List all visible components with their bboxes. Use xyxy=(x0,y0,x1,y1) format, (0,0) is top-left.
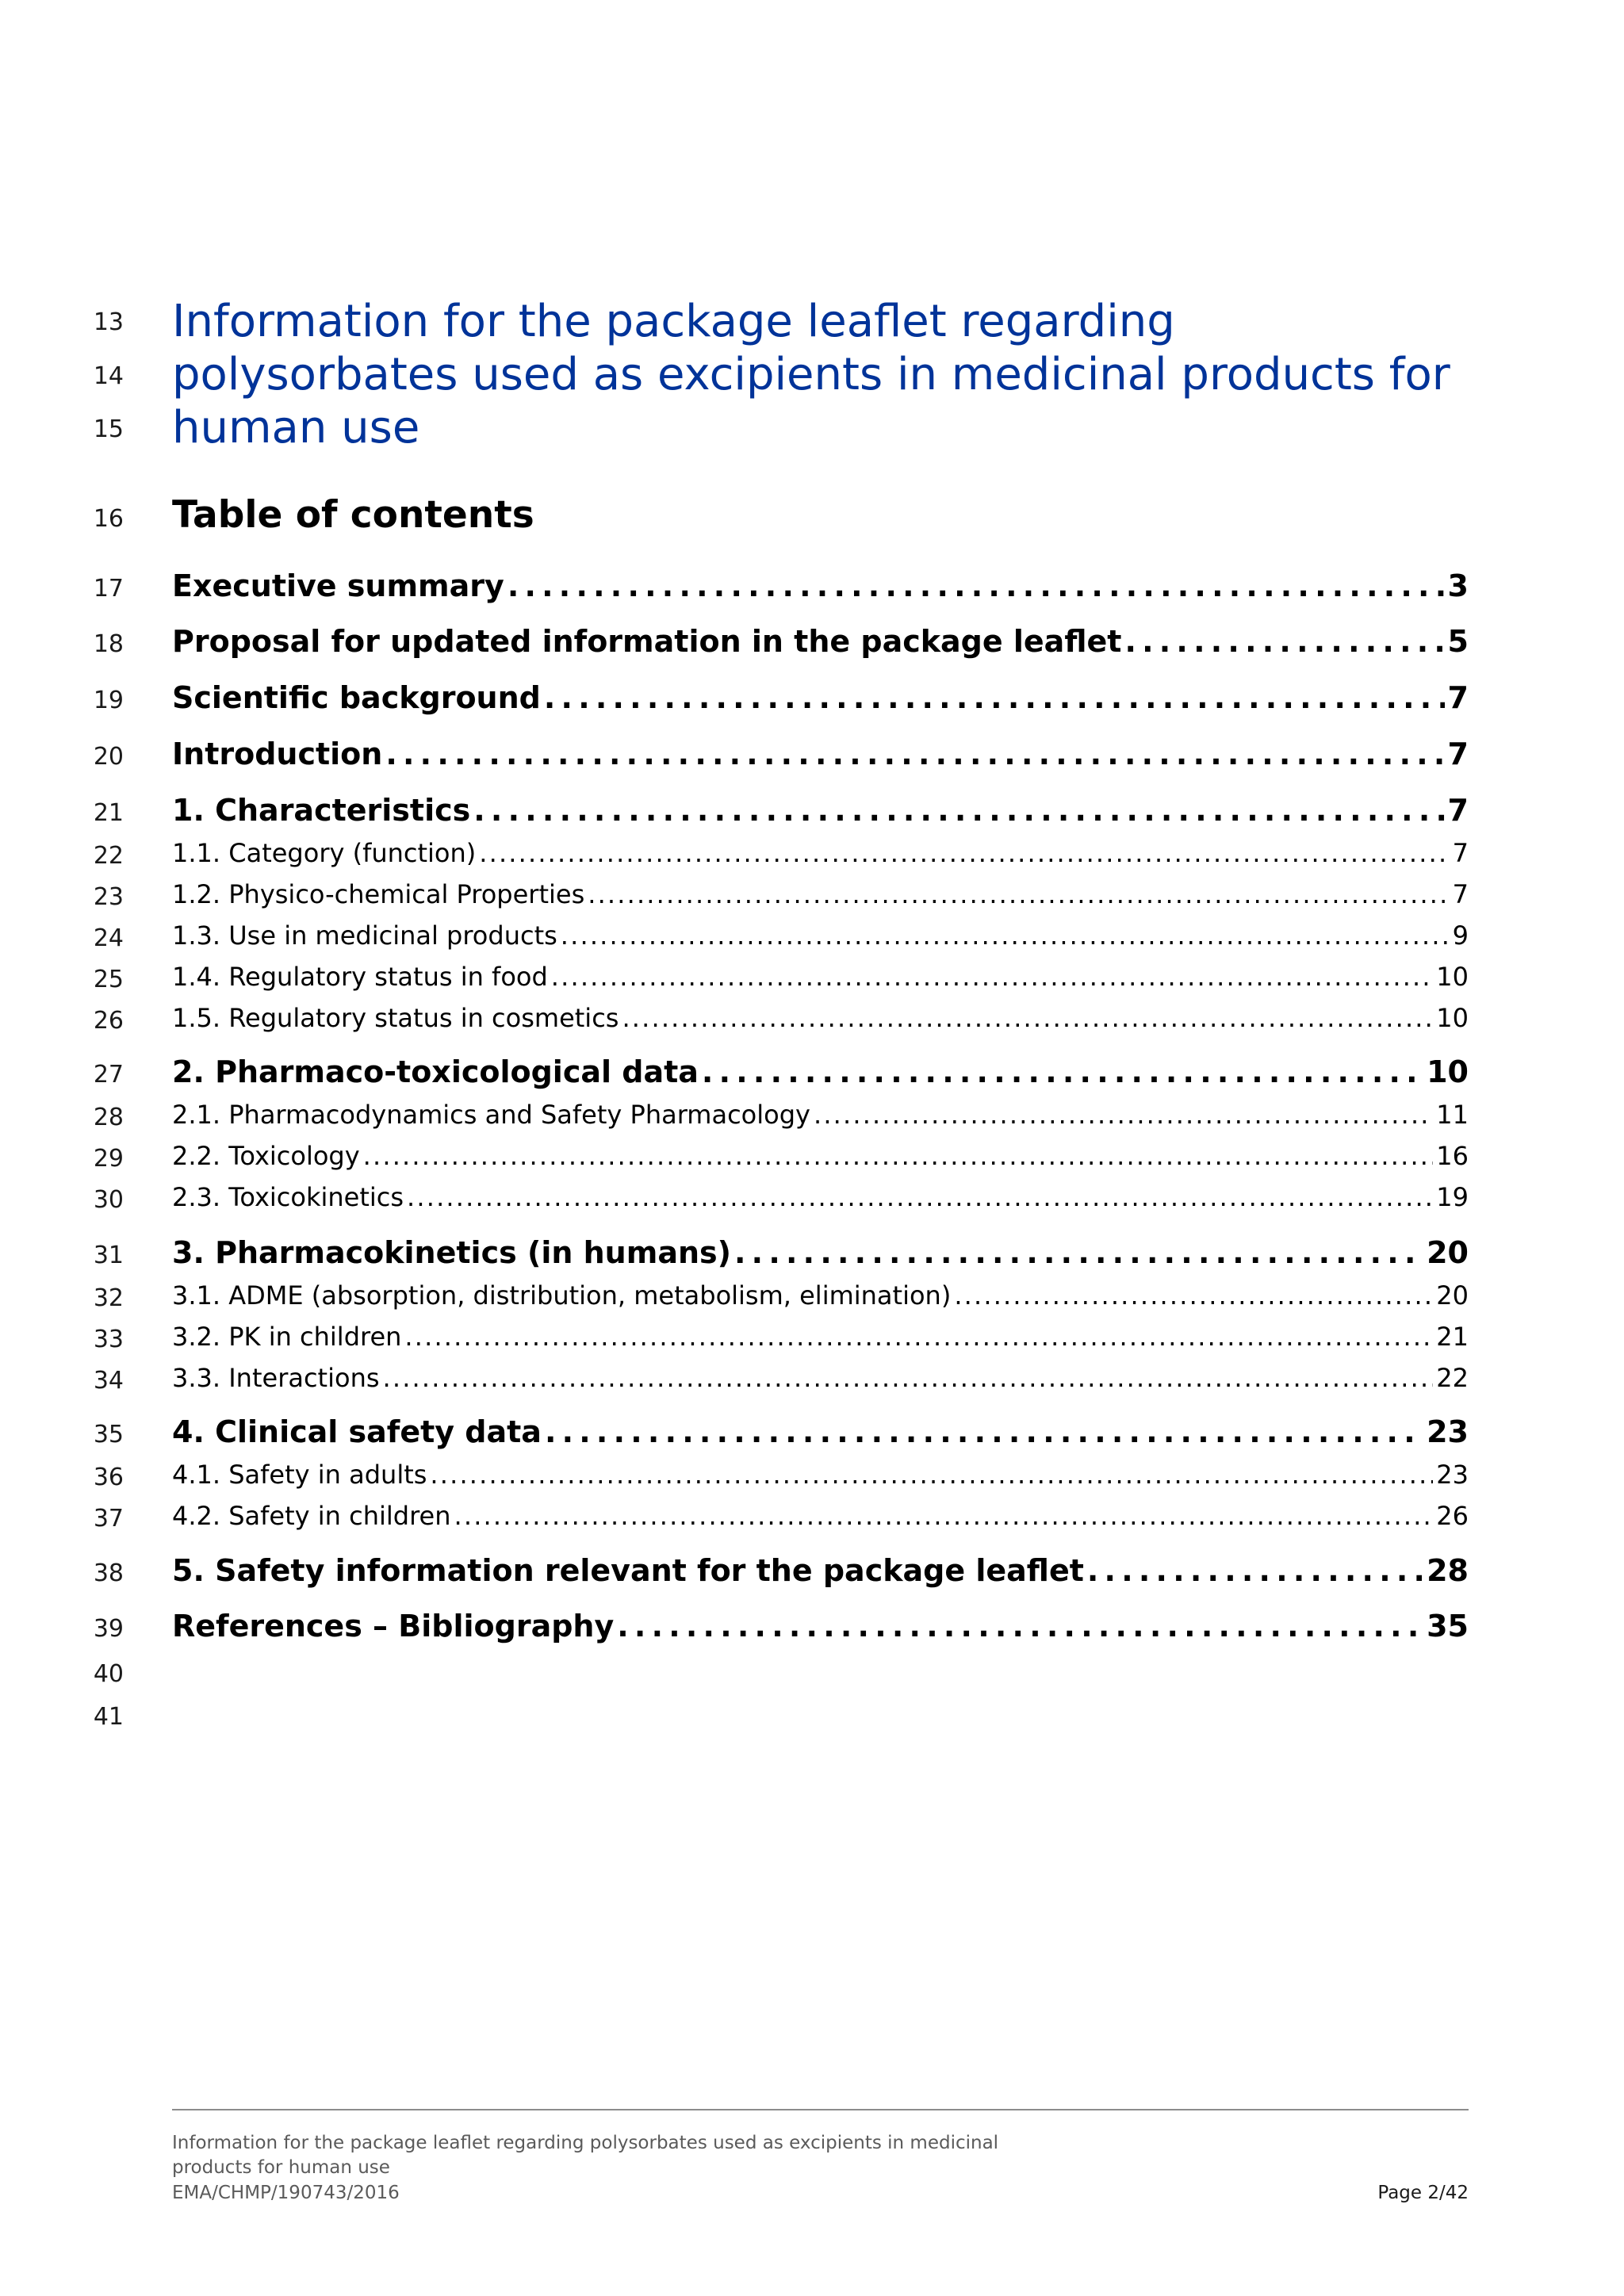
toc-entry-label: Introduction xyxy=(172,737,383,771)
toc-leader xyxy=(622,1005,1433,1031)
toc-entry[interactable] xyxy=(172,1005,1469,1031)
toc-leader xyxy=(508,571,1445,601)
toc-entry-label: 1.3. Use in medicinal products xyxy=(172,920,557,951)
toc-entry[interactable] xyxy=(172,879,1469,909)
toc-entry-page: 35 xyxy=(1427,1609,1469,1644)
toc-entry-label: 3.1. ADME (absorption, distribution, metabolism, elimination) xyxy=(172,1280,952,1311)
toc-entry-label: Executive summary xyxy=(172,568,504,603)
toc-entry-label: References – Bibliography xyxy=(172,1609,615,1644)
toc-entry[interactable] xyxy=(172,1322,1469,1352)
toc-leader xyxy=(588,882,1449,907)
line-number: 22 xyxy=(93,842,124,870)
toc-entry[interactable] xyxy=(172,840,1469,866)
toc-leader xyxy=(561,923,1450,948)
toc-entry-page: 5 xyxy=(1447,624,1469,659)
line-number: 36 xyxy=(93,1464,124,1491)
toc-leader xyxy=(363,1143,1434,1169)
toc-entry[interactable] xyxy=(172,962,1469,992)
toc-entry-page: 10 xyxy=(1436,1003,1469,1033)
line-number: 13 xyxy=(93,308,124,336)
toc-entry[interactable] xyxy=(172,1054,1469,1089)
line-number: 28 xyxy=(93,1104,124,1131)
line-number: 40 xyxy=(93,1660,124,1688)
line-number: 31 xyxy=(93,1242,124,1269)
toc-entry-page: 7 xyxy=(1452,879,1469,909)
toc-entry[interactable] xyxy=(172,1503,1469,1529)
toc-leader xyxy=(473,795,1444,825)
toc-entry-page: 20 xyxy=(1436,1280,1469,1311)
toc-entry-label: 1.1. Category (function) xyxy=(172,838,477,868)
toc-entry[interactable] xyxy=(172,624,1469,659)
toc-entry-label: 5. Safety information relevant for the package leaflet xyxy=(172,1553,1084,1588)
line-number: 39 xyxy=(93,1615,124,1643)
toc-leader xyxy=(734,1238,1423,1268)
line-number: 15 xyxy=(93,415,124,443)
line-number: 33 xyxy=(93,1326,124,1353)
toc-entry-page: 10 xyxy=(1427,1054,1469,1089)
toc-entry-label: Scientific background xyxy=(172,680,541,715)
toc-entry[interactable] xyxy=(172,1235,1469,1270)
toc-entry[interactable] xyxy=(172,1184,1469,1210)
toc-leader xyxy=(954,1283,1433,1308)
toc-entry[interactable] xyxy=(172,920,1469,951)
toc-leader xyxy=(1087,1556,1423,1586)
toc-entry-label: 2. Pharmaco-toxicological data xyxy=(172,1054,699,1089)
footer-document-title-continued: products for human use xyxy=(172,2157,390,2178)
toc-entry-label: 1.5. Regulatory status in cosmetics xyxy=(172,1003,619,1033)
toc-entry[interactable] xyxy=(172,739,1469,769)
toc-entry[interactable] xyxy=(172,568,1469,603)
line-number: 18 xyxy=(93,630,124,658)
toc-entry-page: 26 xyxy=(1436,1501,1469,1531)
toc-entry-label: 2.3. Toxicokinetics xyxy=(172,1182,404,1212)
line-number: 30 xyxy=(93,1186,124,1214)
page-number: Page 2/42 xyxy=(1377,2183,1469,2203)
toc-entry[interactable] xyxy=(172,1100,1469,1130)
toc-entry-label: 4.1. Safety in adults xyxy=(172,1460,427,1490)
line-number: 20 xyxy=(93,743,124,771)
toc-entry[interactable] xyxy=(172,1414,1469,1449)
toc-leader xyxy=(454,1503,1434,1529)
line-number: 41 xyxy=(93,1703,124,1731)
title-line: Information for the package leaflet regarding xyxy=(172,296,1175,347)
toc-entry-page: 7 xyxy=(1447,793,1469,828)
line-number: 37 xyxy=(93,1505,124,1533)
toc-entry[interactable] xyxy=(172,680,1469,715)
toc-entry-label: 3. Pharmacokinetics (in humans) xyxy=(172,1235,732,1270)
title-line: polysorbates used as excipients in medicinal products for xyxy=(172,349,1450,400)
toc-entry[interactable] xyxy=(172,1460,1469,1490)
toc-entry-page: 11 xyxy=(1436,1100,1469,1130)
toc-entry-page: 20 xyxy=(1427,1235,1469,1270)
line-number: 24 xyxy=(93,924,124,952)
line-number: 21 xyxy=(93,799,124,827)
toc-leader xyxy=(404,1324,1433,1349)
toc-entry-label: 1. Characteristics xyxy=(172,793,471,828)
toc-entry-label: 2.2. Toxicology xyxy=(172,1141,360,1171)
toc-entry[interactable] xyxy=(172,1609,1469,1644)
line-number: 25 xyxy=(93,966,124,993)
line-number: 34 xyxy=(93,1367,124,1395)
toc-leader xyxy=(1124,626,1444,656)
toc-entry-page: 10 xyxy=(1436,962,1469,992)
toc-entry-label: 2.1. Pharmacodynamics and Safety Pharmacology xyxy=(172,1100,810,1130)
title-line: human use xyxy=(172,402,420,453)
toc-leader xyxy=(545,1417,1423,1447)
line-number: 19 xyxy=(93,687,124,714)
toc-entry-page: 3 xyxy=(1447,568,1469,603)
toc-entry-page: 19 xyxy=(1436,1182,1469,1212)
toc-entry-label: Proposal for updated information in the package leaflet xyxy=(172,624,1122,659)
toc-entry-page: 9 xyxy=(1452,920,1469,951)
toc-leader xyxy=(407,1184,1433,1210)
toc-entry-page: 23 xyxy=(1436,1460,1469,1490)
toc-entry-label: 1.2. Physico-chemical Properties xyxy=(172,879,585,909)
line-number: 14 xyxy=(93,362,124,390)
toc-leader xyxy=(430,1462,1433,1487)
toc-entry-label: 3.3. Interactions xyxy=(172,1363,380,1393)
toc-leader xyxy=(702,1057,1423,1087)
line-number: 16 xyxy=(93,505,124,533)
toc-entry-label: 1.4. Regulatory status in food xyxy=(172,962,548,992)
toc-leader xyxy=(544,683,1445,713)
toc-leader xyxy=(551,964,1434,989)
toc-entry-page: 16 xyxy=(1436,1141,1469,1171)
line-number: 17 xyxy=(93,575,124,603)
toc-entry-page: 21 xyxy=(1436,1322,1469,1352)
line-number: 35 xyxy=(93,1421,124,1448)
line-number: 27 xyxy=(93,1061,124,1089)
toc-heading: Table of contents xyxy=(172,493,534,537)
toc-entry-page: 7 xyxy=(1447,680,1469,715)
footer-reference-number: EMA/CHMP/190743/2016 xyxy=(172,2183,400,2203)
line-number: 38 xyxy=(93,1559,124,1587)
toc-entry-label: 4. Clinical safety data xyxy=(172,1414,542,1449)
line-number: 23 xyxy=(93,883,124,911)
toc-entry-page: 7 xyxy=(1452,838,1469,868)
footer-document-title: Information for the package leaflet regarding polysorbates used as excipients in medicinal xyxy=(172,2133,999,2153)
toc-entry-label: 3.2. PK in children xyxy=(172,1322,402,1352)
toc-leader xyxy=(814,1102,1433,1127)
toc-entry-page: 7 xyxy=(1447,737,1469,771)
toc-entry-page: 23 xyxy=(1427,1414,1469,1449)
toc-entry[interactable] xyxy=(172,1143,1469,1169)
line-number: 26 xyxy=(93,1007,124,1035)
line-number: 29 xyxy=(93,1145,124,1173)
toc-entry-page: 22 xyxy=(1436,1363,1469,1393)
footer-divider xyxy=(172,2109,1469,2110)
toc-entry-label: 4.2. Safety in children xyxy=(172,1501,451,1531)
toc-entry-page: 28 xyxy=(1427,1553,1469,1588)
toc-leader xyxy=(617,1611,1423,1641)
toc-leader xyxy=(385,739,1444,769)
toc-entry[interactable] xyxy=(172,1365,1469,1391)
toc-leader xyxy=(479,840,1449,866)
line-number: 32 xyxy=(93,1284,124,1312)
toc-entry[interactable] xyxy=(172,1280,1469,1311)
toc-entry[interactable] xyxy=(172,793,1469,828)
toc-leader xyxy=(383,1365,1434,1391)
toc-entry[interactable] xyxy=(172,1553,1469,1588)
